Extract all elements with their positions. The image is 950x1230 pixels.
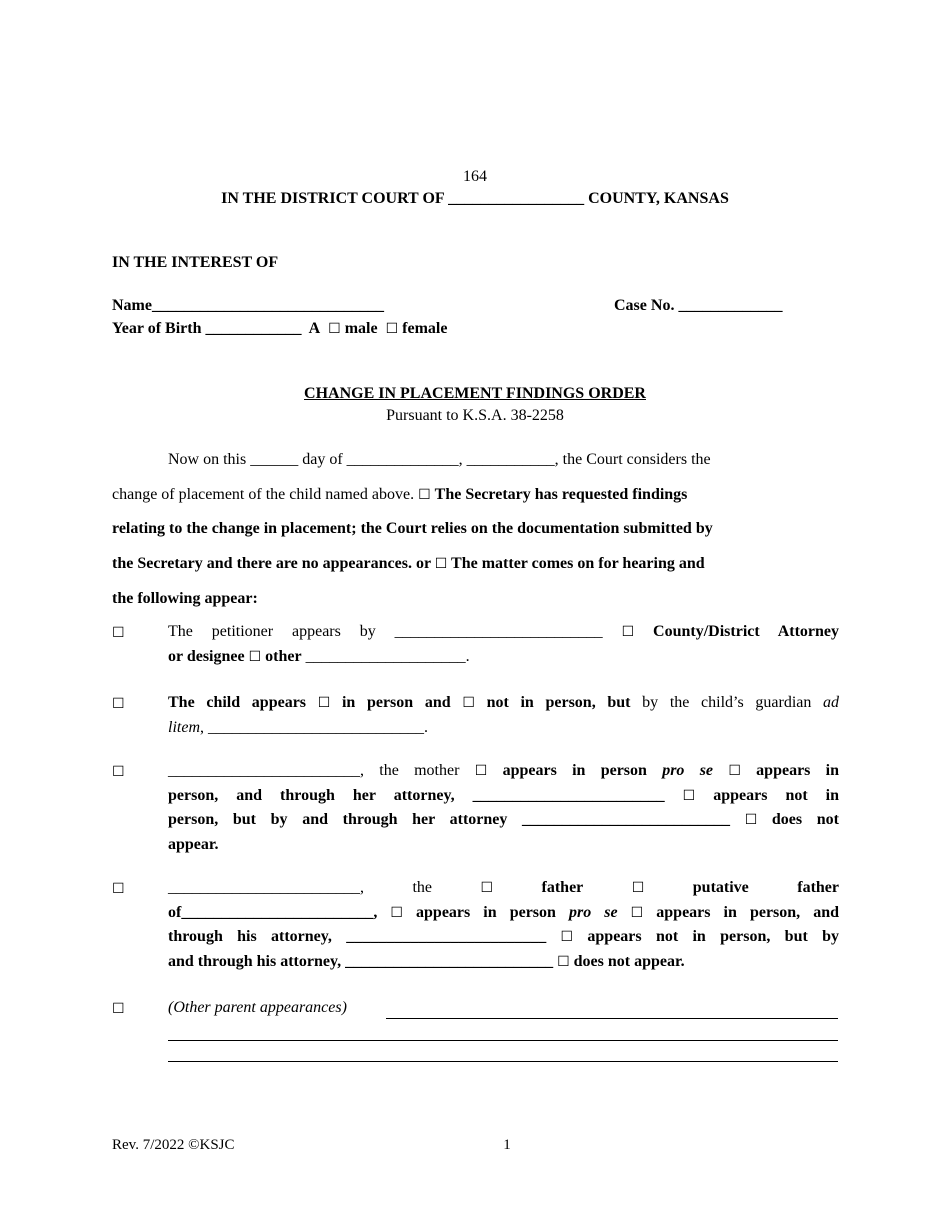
father-with-attorney-checkbox[interactable]: ☐ [630,904,644,921]
child-ad-text: ad [823,694,840,711]
mother-line-4: appear. [168,835,219,853]
mother-line-3b: does not [771,811,840,828]
mother-label: , the mother [360,762,460,779]
yob-row [112,320,447,338]
name-row [112,297,384,315]
father-checkbox[interactable]: ☐ [112,881,125,897]
mother-line-2a: person, and through her attorney, ________________________ [168,786,665,804]
father-type-label: father [541,879,584,896]
case-row [614,297,782,315]
mother-line-3a: person, but by and through her attorney __________________________ [168,811,731,828]
putative-father-label: father [797,879,840,896]
intro-line-4-bold2: The matter comes on for hearing and [451,555,705,572]
court-heading [0,190,950,208]
court-suffix: COUNTY, KANSAS [588,190,729,207]
a-label: A [308,320,321,337]
document-subtitle: Pursuant to K.S.A. 38-2258 [386,407,564,424]
child-litem-text: litem [168,718,200,736]
mother-pro-se-label: pro se [662,762,714,779]
father-line-4a: and through his attorney, __________________________ [168,952,554,970]
child-not-in-person-label: not in person, but [486,694,631,711]
male-checkbox[interactable]: ☐ [328,321,341,337]
county-blank[interactable]: _________________ [448,190,585,207]
putative-label: putative [692,879,749,896]
footer-revision: Rev. 7/2022 ©KSJC [112,1137,235,1153]
case-blank[interactable]: _____________ [678,297,783,314]
mother-blank[interactable]: ________________________ [168,762,360,779]
mother-appears-label: appears in person [502,762,647,779]
intro-line-3: relating to the change in placement; the Court relies on the documentation submitted by [112,520,713,537]
yob-label: Year of Birth [112,320,202,337]
county-attorney-checkbox[interactable]: ☐ [621,624,635,640]
mother-with-attorney-checkbox[interactable]: ☐ [728,763,741,779]
intro-line-2 [112,486,687,504]
father-the: the [412,879,433,896]
name-blank[interactable]: _____________________________ [151,297,384,314]
intro-line-4 [112,555,705,573]
intro-line-1: Now on this ______ day of ______________, ___________, the Court considers the [168,451,711,468]
father-paragraph [168,876,839,974]
petitioner-text-1: The petitioner appears by __________________________ [168,623,603,640]
top-page-number: 164 [463,168,487,185]
other-parent-line-2[interactable] [168,1040,838,1041]
mother-pro-se-checkbox[interactable]: ☐ [474,763,488,779]
designee-label: or designee [168,647,245,665]
father-blank[interactable]: ________________________, [168,879,364,896]
female-checkbox[interactable]: ☐ [385,321,399,337]
name-label: Name [112,297,152,314]
child-guardian-text: by the child’s guardian [642,694,812,711]
child-in-person-checkbox[interactable]: ☐ [317,695,331,711]
guardian-blank[interactable]: , ___________________________. [200,718,428,736]
yob-blank[interactable]: ____________ [205,320,302,337]
other-parent-checkbox[interactable]: ☐ [112,1001,125,1017]
father-pro-se-label: pro se [568,903,618,921]
hearing-checkbox[interactable]: ☐ [434,556,448,572]
child-appears-label: The child appears [168,694,307,711]
father-not-in-person-checkbox[interactable]: ☐ [560,929,574,945]
interest-heading: IN THE INTEREST OF [112,254,279,271]
case-label: Case No. [614,297,675,314]
father-line-3a: through his attorney, _________________________ [168,928,547,945]
other-label: other [265,647,302,665]
other-parent-line-1[interactable] [386,1018,838,1019]
child-checkbox[interactable]: ☐ [112,696,125,712]
mother-not-in-person-checkbox[interactable]: ☐ [682,787,696,804]
court-prefix: IN THE DISTRICT COURT OF [221,190,445,207]
mother-paragraph [168,759,839,857]
father-type-checkbox[interactable]: ☐ [480,880,494,896]
father-does-not-appear-checkbox[interactable]: ☐ [557,953,570,970]
secretary-checkbox[interactable]: ☐ [418,487,431,503]
other-parent-label: (Other parent appearances) [168,999,347,1016]
petitioner-checkbox[interactable]: ☐ [112,625,125,641]
female-label: female [402,320,448,337]
male-label: male [344,320,378,337]
intro-line-5: the following appear: [112,590,258,607]
intro-line-4-bold: the Secretary and there are no appearances. or [112,555,431,572]
intro-line-2-plain: change of placement of the child named above. [112,486,415,503]
other-parent-line-3[interactable] [168,1061,838,1062]
putative-father-checkbox[interactable]: ☐ [631,880,645,896]
mother-checkbox[interactable]: ☐ [112,764,125,780]
document-title: CHANGE IN PLACEMENT FINDINGS ORDER [304,385,646,402]
petitioner-paragraph [168,620,839,669]
child-paragraph [168,691,839,740]
other-checkbox[interactable]: ☐ [248,648,262,665]
other-blank[interactable]: ____________________. [305,647,470,665]
father-line-4b: does not appear. [573,952,685,970]
footer-page-number: 1 [503,1137,511,1153]
father-line-2c: appears in person, and [656,903,840,921]
father-line-2a[interactable]: of________________________, [168,903,378,921]
father-line-3b: appears not in person, but by [587,928,840,945]
father-line-2b: appears in person [416,903,556,921]
father-pro-se-checkbox[interactable]: ☐ [390,904,403,921]
child-not-in-person-checkbox[interactable]: ☐ [462,695,475,711]
county-attorney-label: County/District Attorney [653,623,840,640]
mother-line-2b: appears not in [713,786,840,804]
mother-appears-in-label: appears in [756,762,840,779]
mother-does-not-appear-checkbox[interactable]: ☐ [744,812,758,828]
intro-line-2-bold: The Secretary has requested findings [434,486,688,503]
child-in-person-label: in person and [341,694,451,711]
